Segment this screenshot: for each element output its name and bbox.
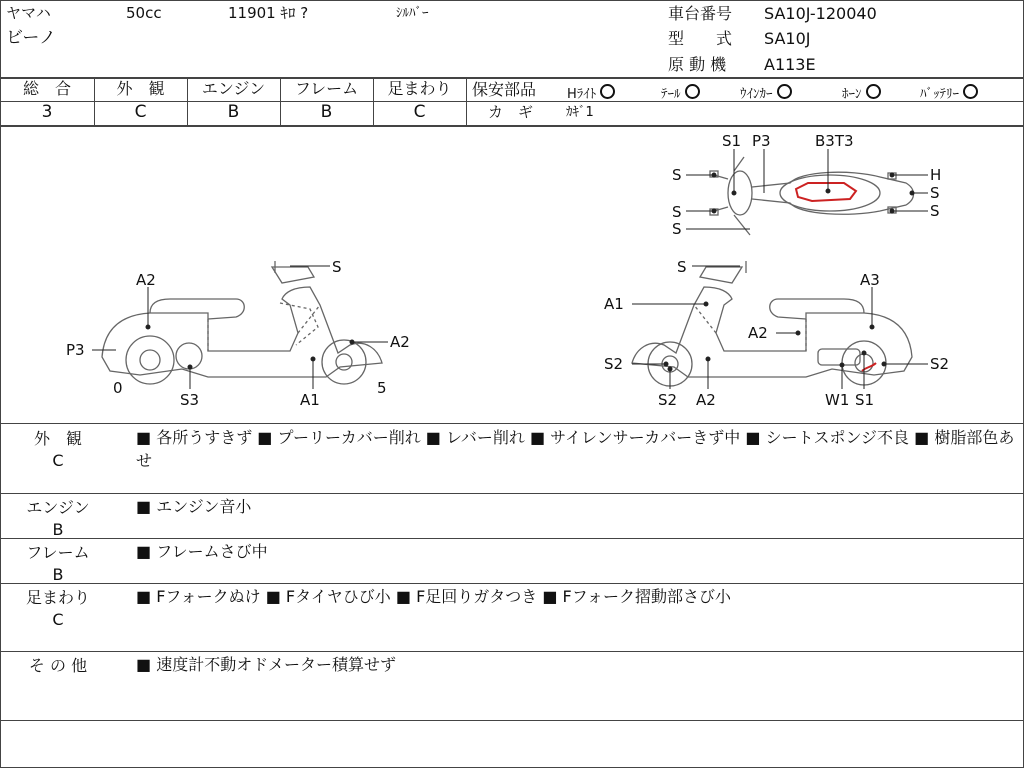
ok-circle-icon	[777, 84, 792, 99]
diagram-label: 0	[113, 379, 123, 397]
safety-item-label: Hﾗｲﾄ	[567, 87, 597, 102]
type-value: SA10J	[764, 29, 811, 48]
grade-engine: B	[227, 102, 240, 122]
condition-diagram	[0, 127, 1023, 423]
diagram-label: A2	[748, 324, 768, 342]
safety-item-label: ｳｲﾝｶｰ	[740, 87, 773, 102]
engine-label: 原 動 機	[668, 55, 727, 74]
divider	[0, 493, 1023, 494]
safety-battery	[920, 84, 978, 101]
diagram-label: S1	[722, 132, 742, 150]
frame-no-label: 車台番号	[668, 4, 733, 23]
section-label-engine: エンジン B	[26, 498, 90, 539]
ok-circle-icon	[600, 84, 615, 99]
section-label-other: そ の 他	[28, 656, 88, 675]
diagram-label: S	[672, 220, 682, 238]
divider	[0, 423, 1023, 424]
engine-value: A113E	[764, 55, 816, 74]
ok-circle-icon	[963, 84, 978, 99]
diagram-label: S	[930, 184, 940, 202]
diagram-label: P3	[752, 132, 771, 150]
safety-horn	[842, 84, 881, 101]
grade-frame: B	[320, 102, 333, 122]
diagram-label: B3T3	[815, 132, 854, 150]
color: ｼﾙﾊﾞｰ	[396, 6, 429, 21]
section-label-frame: フレーム B	[26, 543, 90, 584]
diagram-label: S3	[180, 391, 200, 409]
section-text-engine: ■ エンジン音小	[136, 497, 252, 516]
maker: ヤマハ	[6, 4, 51, 22]
section-text-suspension: ■ Fフォークぬけ ■ Fタイヤひび小 ■ F足回りガタつき ■ Fフォーク摺動部さび小	[136, 587, 731, 606]
key-value: ｶｷﾞ1	[566, 105, 594, 120]
safety-item-label: ﾊﾞｯﾃﾘｰ	[920, 87, 959, 102]
scooter-top-view	[710, 157, 914, 235]
diagram-label: A2	[136, 271, 156, 289]
diagram-label: 5	[377, 379, 387, 397]
diagram-label: S	[672, 203, 682, 221]
safety-winker	[740, 84, 792, 101]
diagram-label: S2	[930, 355, 950, 373]
model-name: ビーノ	[6, 28, 56, 48]
divider	[0, 583, 1023, 584]
divider	[466, 78, 467, 126]
type-label: 型 式	[668, 29, 733, 48]
grade-label-frame: フレーム	[294, 79, 359, 98]
diagram-label: S2	[604, 355, 624, 373]
diagram-label: A2	[390, 333, 410, 351]
safety-tail	[661, 84, 700, 101]
diagram-label: S2	[658, 391, 678, 409]
diagram-label: S1	[855, 391, 875, 409]
grade-overall: 3	[41, 102, 53, 122]
safety-item-label: ﾎｰﾝ	[842, 87, 862, 102]
section-label-suspension: 足まわり C	[25, 588, 90, 629]
grade-label-exterior: 外 観	[116, 79, 165, 98]
section-text-frame: ■ フレームさび中	[136, 542, 268, 561]
diagram-label: A2	[696, 391, 716, 409]
diagram-label: S	[332, 258, 342, 276]
grade-exterior: C	[134, 102, 147, 122]
grade-label-overall: 総 合	[22, 79, 71, 98]
diagram-label: W1	[825, 391, 850, 409]
safety-headlight	[567, 84, 615, 101]
grade-label-engine: エンジン	[201, 79, 266, 98]
diagram-label: A1	[300, 391, 320, 409]
displacement: 50cc	[126, 4, 162, 22]
key-label: カ ギ	[488, 103, 534, 121]
diagram-label: A3	[860, 271, 880, 289]
mileage: 11901 ｷﾛ ?	[228, 4, 309, 22]
grade-suspension: C	[413, 102, 426, 122]
diagram-label: S	[930, 202, 940, 220]
diagram-label: P3	[66, 341, 85, 359]
diagram-label: S	[677, 258, 687, 276]
frame-no: SA10J-120040	[764, 4, 877, 23]
ok-circle-icon	[685, 84, 700, 99]
divider	[0, 651, 1023, 652]
safety-label: 保安部品	[472, 80, 537, 99]
section-text-other: ■ 速度計不動オドメーター積算せず	[136, 655, 397, 674]
safety-item-label: ﾃｰﾙ	[661, 87, 681, 102]
ok-circle-icon	[866, 84, 881, 99]
section-text-exterior: ■ 各所うすきず ■ プーリーカバー削れ ■ レバー削れ ■ サイレンサーカバーきず中 ■ シートスポンジ不良 ■ 樹脂部色あせ	[136, 428, 1015, 470]
divider	[0, 720, 1023, 721]
diagram-label: H	[930, 166, 942, 184]
divider	[0, 538, 1023, 539]
diagram-label: A1	[604, 295, 624, 313]
section-label-exterior: 外 観 C	[33, 429, 82, 470]
diagram-label: S	[672, 166, 682, 184]
grade-label-suspension: 足まわり	[387, 79, 452, 98]
